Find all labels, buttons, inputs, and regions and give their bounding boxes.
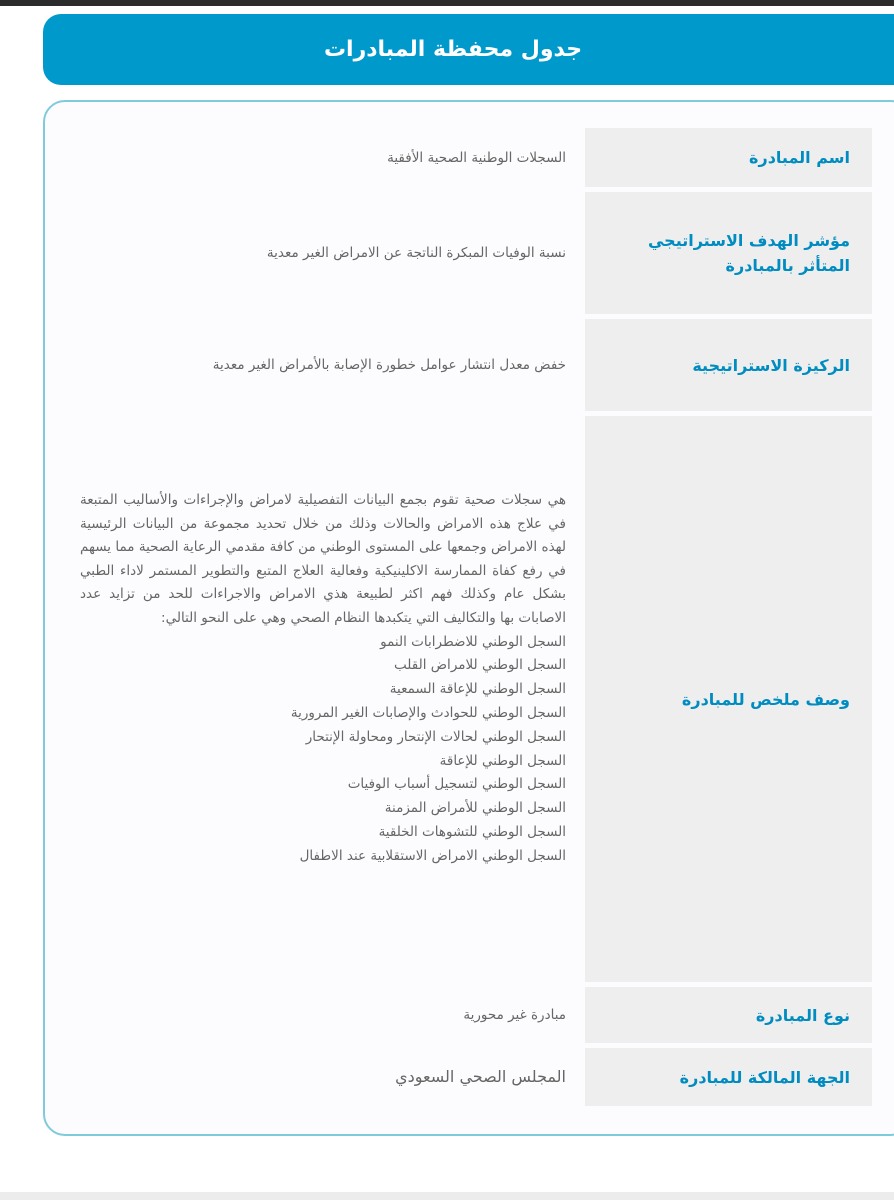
value-cell-owner [80, 1048, 566, 1106]
description-block [80, 489, 566, 869]
list-item: السجل الوطني للإعاقة السمعية [389, 681, 566, 698]
list-item: السجل الوطني لتسجيل أسباب الوفيات [347, 776, 566, 793]
label-initiative-name: اسم المبادرة [749, 148, 850, 167]
list-item: السجل الوطني للإعاقة [439, 752, 566, 769]
top-strip [0, 0, 894, 6]
title-banner [43, 14, 894, 85]
bottom-strip [0, 1192, 894, 1200]
list-item: السجل الوطني لحالات الإنتحار ومحاولة الإنتحار [305, 728, 566, 745]
value-initiative-name: السجلات الوطنية الصحية الأفقية [387, 149, 566, 166]
label-owner: الجهة المالكة للمبادرة [679, 1067, 850, 1087]
label-strategic-indicator: مؤشر الهدف الاستراتيجي المتأثر بالمبادرة [647, 231, 850, 275]
value-cell-strategic-pillar [80, 319, 566, 411]
page-title: جدول محفظة المبادرات [323, 37, 583, 62]
value-initiative-type: مبادرة غير محورية [463, 1007, 566, 1023]
value-owner: المجلس الصحي السعودي [395, 1067, 566, 1086]
label-description: وصف ملخص للمبادرة [681, 689, 850, 709]
label-cell-description [585, 416, 872, 982]
description-paragraph: هي سجلات صحية تقوم بجمع البيانات التفصيلية لامراض والإجراءات والأساليب المتبعة في علاج هذه الامراض والحالات وذلك من خلال تحديد مجموعة من البيانات الرئيسية لهذه الامراض وجمعها على المستوى الوطني من كافة مقدمي الرعاية الصحية مما يسهم في رفع كفاة الممارسة الاكلينيكية وفعالية العلاج المتبع والتطوير المستمر لاداء الطبي بشكل عام وكذلك فهم اكثر لطبيعة هذي الامراض والاجراءات للحد من تزايد عدد الاصابات بها والتكاليف التي يتكبدها النظام الصحي وهي على النحو التالي: [80, 492, 566, 626]
value-cell-initiative-name [80, 128, 566, 187]
label-cell-initiative-name [585, 128, 872, 187]
list-item: السجل الوطني للاضطرابات النمو [380, 633, 566, 650]
list-item: السجل الوطني للحوادث والإصابات الغير المرورية [290, 704, 566, 721]
value-strategic-pillar: خفض معدل انتشار عوامل خطورة الإصابة بالأمراض الغير معدية [212, 357, 566, 373]
value-strategic-indicator: نسبة الوفيات المبكرة الناتجة عن الامراض الغير معدية [266, 245, 566, 261]
label-cell-owner [585, 1048, 872, 1106]
list-item: السجل الوطني للامراض القلب [394, 657, 566, 674]
value-cell-strategic-indicator [80, 192, 566, 314]
list-item: السجل الوطني للأمراض المزمنة [384, 800, 566, 817]
label-initiative-type: نوع المبادرة [755, 1005, 850, 1025]
list-item: السجل الوطني الامراض الاستقلابية عند الاطفال [299, 847, 566, 864]
value-cell-initiative-type [80, 987, 566, 1043]
label-cell-strategic-indicator [585, 192, 872, 314]
label-strategic-pillar: الركيزة الاستراتيجية [692, 355, 850, 375]
list-item: السجل الوطني للتشوهات الخلقية [378, 823, 566, 840]
label-cell-strategic-pillar [585, 319, 872, 411]
label-cell-initiative-type [585, 987, 872, 1043]
